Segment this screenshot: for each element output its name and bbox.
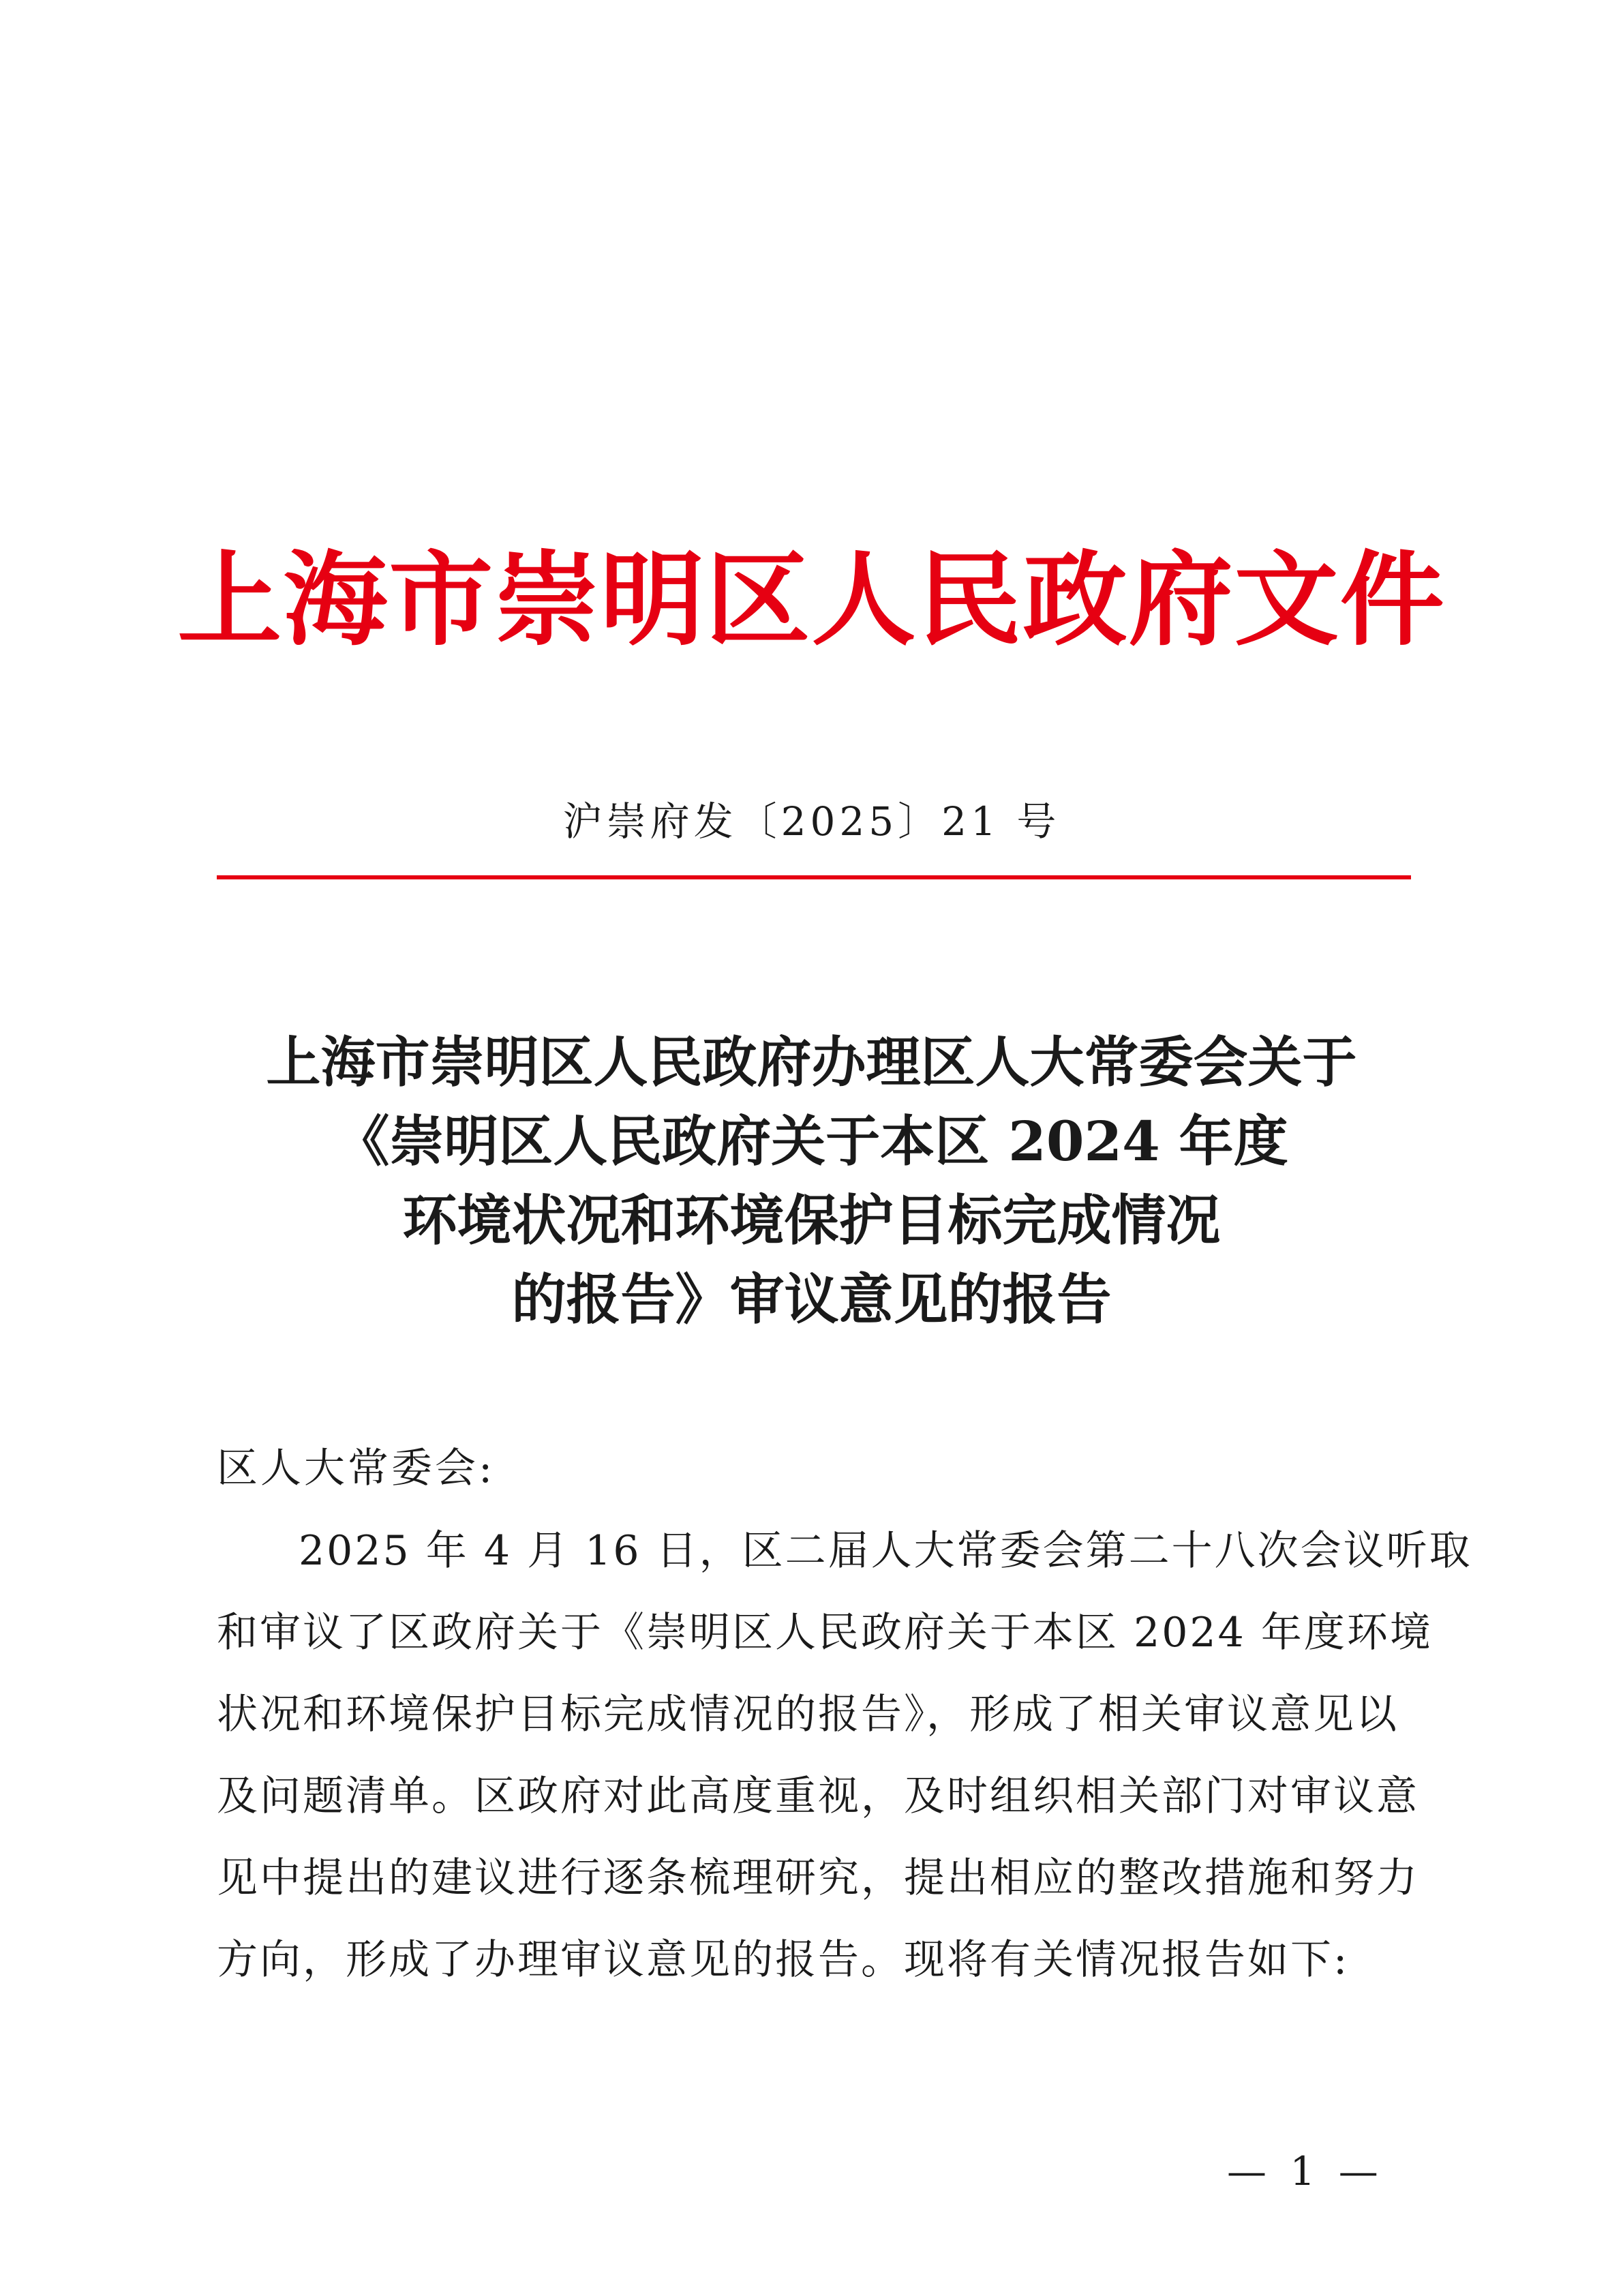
report-title-line: 《崇明区人民政府关于本区 2024 年度 xyxy=(335,1109,1288,1173)
page-number: — 1 — xyxy=(1227,2148,1384,2194)
report-title-line: 环境状况和环境保护目标完成情况 xyxy=(402,1188,1221,1252)
body-line: 及问题清单。区政府对此高度重视，及时组织相关部门对审议意 xyxy=(217,1772,1419,1820)
salutation: 区人大常委会: xyxy=(217,1445,496,1492)
report-title xyxy=(170,1023,1453,1339)
document-number: 沪崇府发〔2025〕21 号 xyxy=(562,798,1061,845)
report-title-line: 上海市崇明区人民政府办理区人大常委会关于 xyxy=(266,1030,1357,1094)
body-paragraph xyxy=(217,1510,1472,2001)
body-line: 2025 年 4 月 16 日，区二届人大常委会第二十八次会议听取 xyxy=(299,1527,1472,1575)
red-separator-line xyxy=(217,875,1411,879)
document-masthead: 上海市崇明区人民政府文件 xyxy=(177,540,1446,660)
body-line: 方向，形成了办理审议意见的报告。现将有关情况报告如下: xyxy=(217,1936,1350,1984)
body-line: 状况和环境保护目标完成情况的报告》，形成了相关审议意见以 xyxy=(217,1691,1399,1738)
body-line: 见中提出的建议进行逐条梳理研究，提出相应的整改措施和努力 xyxy=(217,1854,1419,1902)
body-line: 和审议了区政府关于《崇明区人民政府关于本区 2024 年度环境 xyxy=(217,1609,1433,1657)
report-title-line: 的报告》审议意见的报告 xyxy=(511,1267,1112,1331)
